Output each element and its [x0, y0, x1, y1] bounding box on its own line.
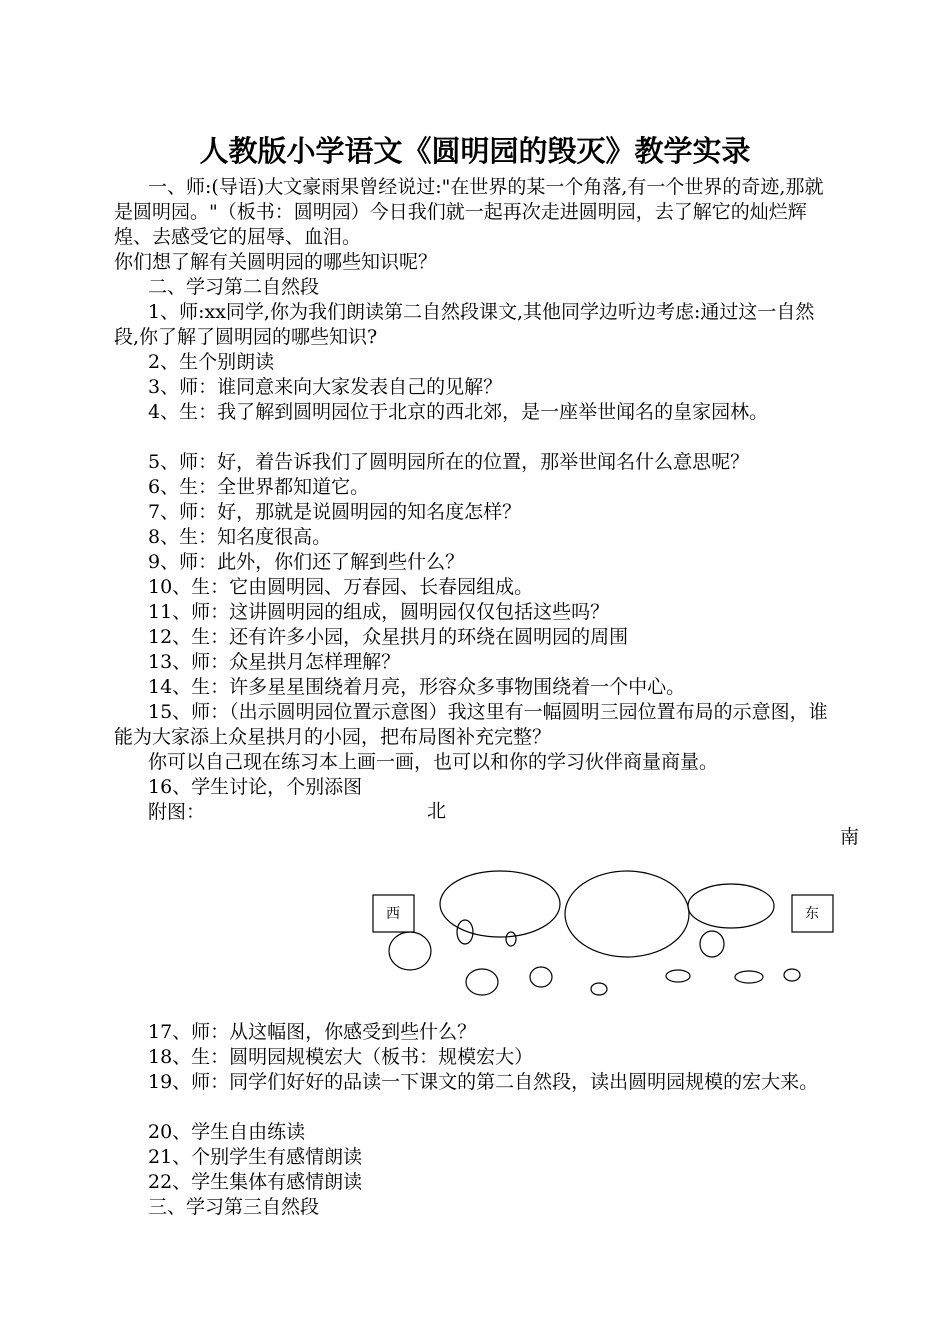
small-garden-circle [735, 971, 763, 983]
section-heading-2: 二、学习第二自然段 [148, 276, 320, 298]
garden-circle-changchun [688, 884, 774, 928]
paragraph-item-3: 3、师：谁同意来向大家发表自己的见解？ [148, 376, 503, 398]
paragraph-item-17: 17、师：从这幅图，你感受到些什么？ [148, 1021, 477, 1043]
paragraph-item-16: 16、学生讨论，个别添图 [148, 776, 363, 798]
paragraph-item-21: 21、个别学生有感情朗读 [148, 1146, 363, 1168]
small-garden-circle [389, 932, 431, 970]
section-heading-3: 三、学习第三自然段 [148, 1196, 320, 1218]
paragraph-item-1: 1、师:xx同学,你为我们朗读第二自然段课文,其他同学边听边考虑:通过这一自然段,你了解了圆明园的哪些知识? [114, 301, 815, 348]
small-garden-circle [506, 932, 516, 946]
paragraph-item-7: 7、师：好，那就是说圆明园的知名度怎样？ [148, 501, 522, 523]
paragraph-intro: 一、师:(导语)大文豪雨果曾经说过:"在世界的某一个角落,有一个世界的奇迹,那就是圆明园。"（板书：圆明园）今日我们就一起再次走进圆明园，去了解它的灿烂辉煌、去感受它的屈辱、血泪。 [114, 176, 824, 248]
paragraph-question: 你们想了解有关圆明园的哪些知识呢？ [114, 251, 438, 273]
small-garden-circle [457, 920, 473, 944]
paragraph-item-15-note: 你可以自己现在练习本上画一画，也可以和你的学习伙伴商量商量。 [148, 751, 719, 773]
direction-west-label: 西 [386, 906, 400, 922]
paragraph-item-19: 19、师：同学们好好的品读一下课文的第二自然段，读出圆明园规模的宏大来。 [148, 1071, 819, 1093]
paragraph-item-9: 9、师：此外，你们还了解到些什么？ [148, 551, 465, 573]
paragraph-item-20: 20、学生自由练读 [148, 1121, 306, 1143]
direction-south-label: 南 [840, 826, 860, 848]
garden-circle-yuanmingyuan [565, 871, 689, 957]
paragraph-item-22: 22、学生集体有感情朗读 [148, 1171, 363, 1193]
paragraph-item-4: 4、生：我了解到圆明园位于北京的西北郊，是一座举世闻名的皇家园林。 [148, 401, 769, 423]
paragraph-item-10: 10、生：它由圆明园、万春园、长春园组成。 [148, 576, 534, 598]
paragraph-item-8: 8、生：知名度很高。 [148, 526, 332, 548]
paragraph-item-15: 15、师：（出示圆明园位置示意图）我这里有一幅圆明三园位置布局的示意图，谁能为大家添上众星拱月的小园，把布局图补充完整？ [114, 701, 828, 748]
document-title: 人教版小学语文《圆明园的毁灭》教学实录 [199, 134, 751, 168]
direction-east-label: 东 [805, 906, 819, 922]
figure-caption: 附图： [148, 801, 206, 823]
small-garden-circle [466, 969, 498, 995]
paragraph-item-5: 5、师：好，着告诉我们了圆明园所在的位置，那举世闻名什么意思呢？ [148, 451, 750, 473]
paragraph-item-12: 12、生：还有许多小园，众星拱月的环绕在圆明园的周围 [148, 626, 629, 648]
paragraph-item-2: 2、生个别朗读 [148, 351, 275, 373]
small-garden-circle [784, 969, 800, 981]
paragraph-item-11: 11、师：这讲圆明园的组成，圆明园仅仅包括这些吗？ [148, 601, 610, 623]
paragraph-item-6: 6、生：全世界都知道它。 [148, 476, 370, 498]
paragraph-item-14: 14、生：许多星星围绕着月亮，形容众多事物围绕着一个中心。 [148, 676, 686, 698]
small-garden-circle [700, 931, 724, 957]
small-garden-circle [666, 970, 690, 982]
direction-north-label: 北 [427, 800, 447, 822]
small-garden-circle [591, 983, 607, 995]
small-garden-circle [530, 967, 552, 987]
paragraph-item-13: 13、师：众星拱月怎样理解？ [148, 651, 401, 673]
garden-layout-diagram [0, 860, 950, 1020]
paragraph-item-18: 18、生：圆明园规模宏大（板书：规模宏大） [148, 1046, 534, 1068]
